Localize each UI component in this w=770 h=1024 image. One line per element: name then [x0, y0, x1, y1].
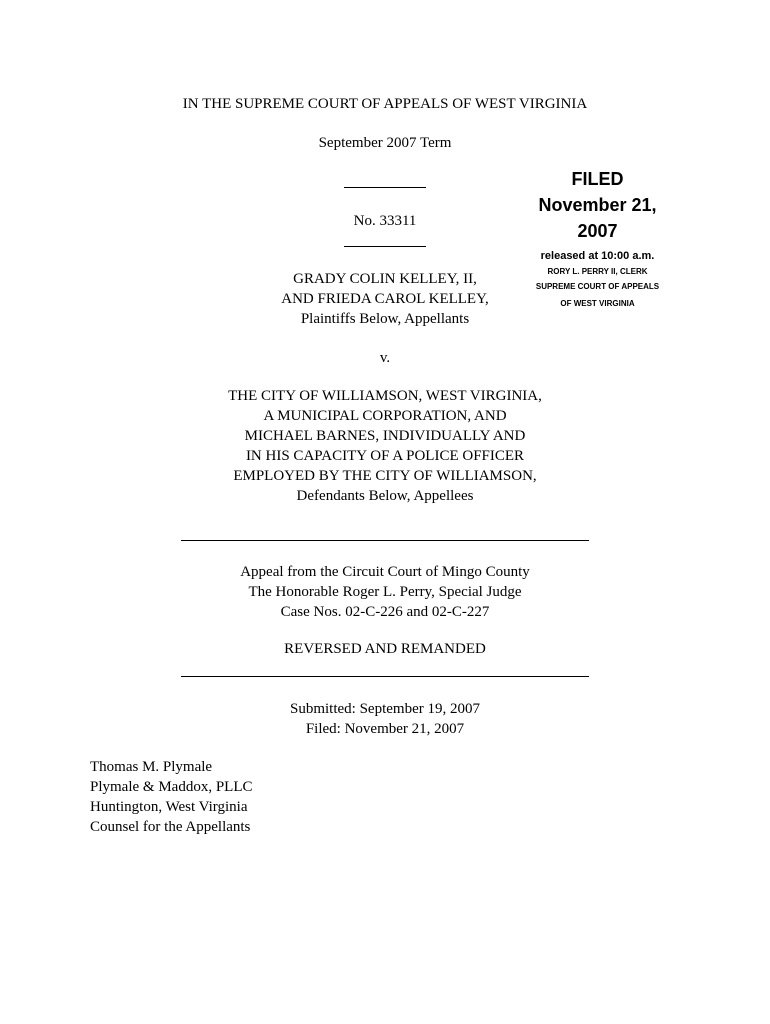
defendant-role: Defendants Below, Appellees — [296, 488, 474, 504]
filed-date-line1: November 21, — [538, 195, 657, 215]
filed-released: released at 10:00 a.m. — [540, 250, 655, 262]
court-heading: IN THE SUPREME COURT OF APPEALS OF WEST VIRGINIA — [182, 96, 588, 112]
appeal-block — [185, 562, 585, 622]
term: September 2007 Term — [318, 135, 452, 151]
counsel-block — [90, 757, 340, 837]
disposition: REVERSED AND REMANDED — [284, 641, 486, 657]
defendant-line: EMPLOYED BY THE CITY OF WILLIAMSON, — [233, 468, 537, 484]
plaintiffs-block — [235, 269, 535, 329]
dates-block — [185, 699, 585, 739]
blank-line-top — [344, 187, 426, 188]
defendant-line: THE CITY OF WILLIAMSON, WEST VIRGINIA, — [228, 388, 542, 404]
filed-court-line1: SUPREME COURT OF APPEALS — [535, 282, 660, 291]
filed-label: FILED — [571, 169, 624, 189]
defendant-line: MICHAEL BARNES, INDIVIDUALLY AND — [244, 428, 526, 444]
defendants-block — [185, 386, 585, 506]
case-number: No. 33311 — [353, 213, 417, 229]
counsel-name: Thomas M. Plymale — [90, 759, 213, 775]
filed-date-line2: 2007 — [577, 221, 618, 241]
filed-date: Filed: November 21, 2007 — [305, 721, 465, 737]
appeal-line: The Honorable Roger L. Perry, Special Judge — [248, 584, 522, 600]
plaintiff-line: AND FRIEDA CAROL KELLEY, — [281, 291, 489, 307]
versus: v. — [379, 350, 391, 366]
counsel-location: Huntington, West Virginia — [90, 799, 248, 815]
divider-bottom — [181, 676, 589, 677]
appeal-line: Appeal from the Circuit Court of Mingo County — [240, 564, 530, 580]
filed-court-line2: OF WEST VIRGINIA — [560, 299, 635, 308]
divider-top — [181, 540, 589, 541]
plaintiff-line: GRADY COLIN KELLEY, II, — [293, 271, 477, 287]
counsel-role: Counsel for the Appellants — [90, 819, 251, 835]
appeal-line: Case Nos. 02-C-226 and 02-C-227 — [280, 604, 490, 620]
blank-line-bottom — [344, 246, 426, 247]
plaintiff-role: Plaintiffs Below, Appellants — [300, 311, 470, 327]
submitted-date: Submitted: September 19, 2007 — [290, 701, 480, 717]
counsel-firm: Plymale & Maddox, PLLC — [90, 779, 253, 795]
defendant-line: A MUNICIPAL CORPORATION, AND — [263, 408, 507, 424]
filed-clerk: RORY L. PERRY II, CLERK — [547, 267, 648, 276]
filed-stamp — [520, 166, 675, 311]
defendant-line: IN HIS CAPACITY OF A POLICE OFFICER — [245, 448, 525, 464]
